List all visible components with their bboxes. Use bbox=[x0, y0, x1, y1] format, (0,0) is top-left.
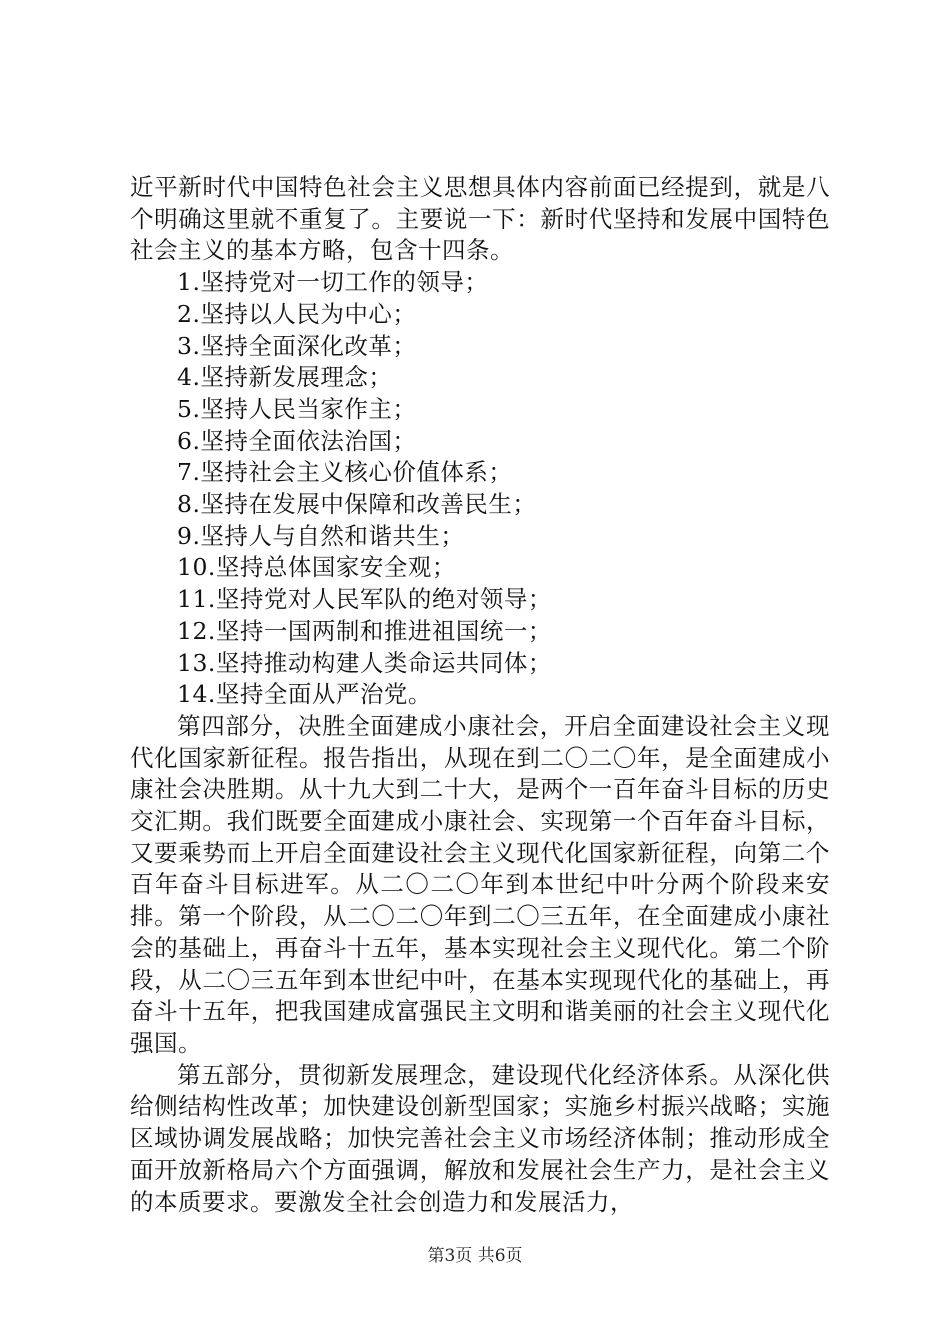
list-item: 3.坚持全面深化改革； bbox=[177, 331, 417, 360]
paragraph-part-five: 第五部分，贯彻新发展理念，建设现代化经济体系。从深化供给侧结构性改革；加快建设创新型国家；实施乡村振兴战略；实施区域协调发展战略；加快完善社会主义市场经济体制；推动形成全面开放新格局六个方面强调，解放和发展社会生产力，是社会主义的本质要求。要激发全社会创造力和发展活力， bbox=[130, 1060, 830, 1216]
list-item: 4.坚持新发展理念； bbox=[177, 363, 393, 392]
page-number-footer: 第3页 共6页 bbox=[427, 1246, 523, 1266]
list-item: 10.坚持总体国家安全观； bbox=[177, 553, 456, 582]
list-item: 9.坚持人与自然和谐共生； bbox=[177, 521, 465, 550]
list-item: 2.坚持以人民为中心； bbox=[177, 299, 417, 328]
list-item: 7.坚持社会主义核心价值体系； bbox=[177, 458, 513, 487]
paragraph-intro: 近平新时代中国特色社会主义思想具体内容前面已经提到，就是八个明确这里就不重复了。主要说一下：新时代坚持和发展中国特色社会主义的基本方略，包含十四条。 bbox=[130, 173, 830, 265]
list-item: 8.坚持在发展中保障和改善民生； bbox=[177, 490, 537, 519]
document-body bbox=[130, 172, 830, 1218]
list-item: 6.坚持全面依法治国； bbox=[177, 426, 417, 455]
paragraph-part-four: 第四部分，决胜全面建成小康社会，开启全面建设社会主义现代化国家新征程。报告指出，从现在到二〇二〇年，是全面建成小康社会决胜期。从十九大到二十大，是两个一百年奋斗目标的历史交汇期。我们既要全面建成小康社会、实现第一个百年奋斗目标，又要乘势而上开启全面建设社会主义现代化国家新征程，向第二个百年奋斗目标进军。从二〇二〇年到本世纪中叶分两个阶段来安排。第一个阶段，从二〇二〇年到二〇三五年，在全面建成小康社会的基础上，再奋斗十五年，基本实现社会主义现代化。第二个阶段，从二〇三五年到本世纪中叶，在基本实现现代化的基础上，再奋斗十五年，把我国建成富强民主文明和谐美丽的社会主义现代化强国。 bbox=[130, 711, 830, 1057]
list-item: 11.坚持党对人民军队的绝对领导； bbox=[177, 585, 552, 614]
list-item: 14.坚持全面从严治党。 bbox=[177, 680, 432, 709]
list-item: 1.坚持党对一切工作的领导； bbox=[177, 268, 489, 297]
strategy-list bbox=[130, 267, 830, 711]
list-item: 13.坚持推动构建人类命运共同体； bbox=[177, 648, 552, 677]
list-item: 5.坚持人民当家作主； bbox=[177, 394, 417, 423]
list-item: 12.坚持一国两制和推进祖国统一； bbox=[177, 616, 552, 645]
